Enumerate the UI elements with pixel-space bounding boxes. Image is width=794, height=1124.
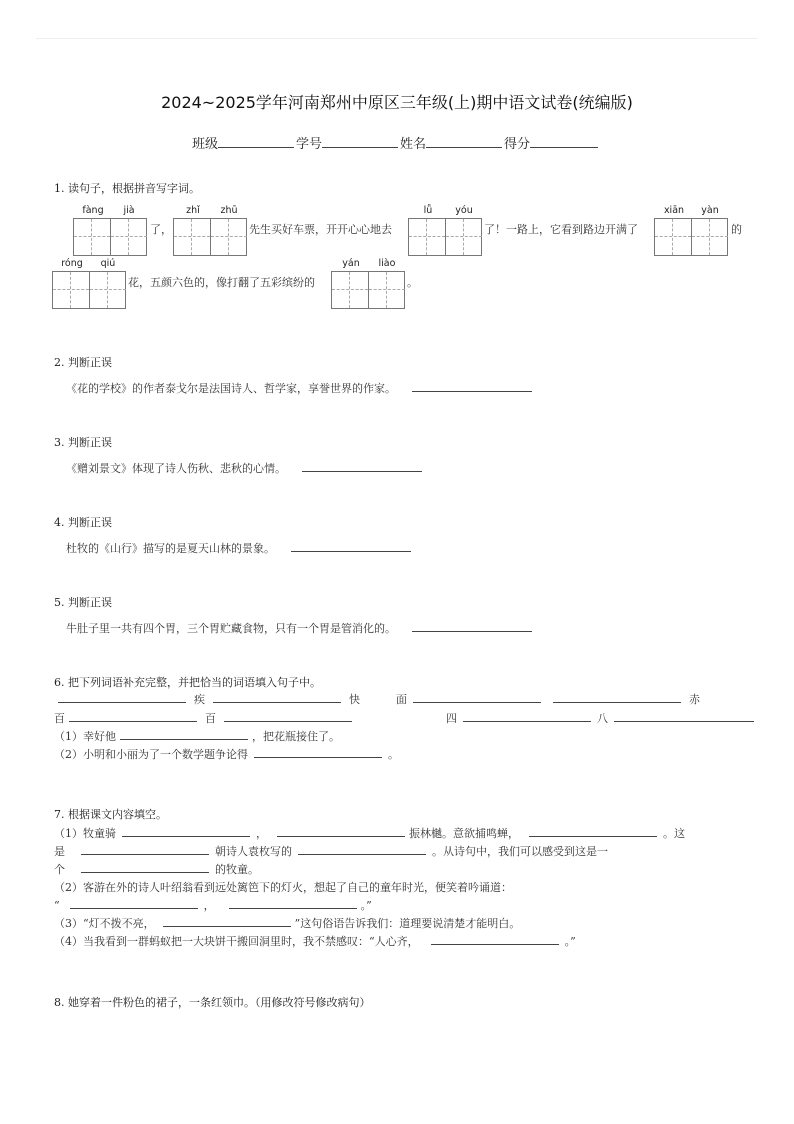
answer-blank[interactable] — [291, 540, 411, 552]
name-field[interactable] — [426, 134, 502, 148]
tianzi-grid-rongqiu[interactable] — [52, 271, 126, 309]
answer-blank[interactable] — [614, 710, 754, 722]
answer-blank[interactable] — [413, 691, 541, 703]
student-info-row — [192, 133, 600, 152]
q7-line-6: （3）“灯不拨不亮， ”这句俗语告诉我们：道理要说清楚才能明白。 — [54, 917, 521, 930]
answer-blank[interactable] — [298, 843, 426, 855]
word-blank-row-2: 百 百 — [54, 710, 352, 726]
q6-sentence-2: （2）小明和小丽为了一个数学题争论得 。 — [54, 748, 399, 761]
tianzi-grid-lvyou[interactable] — [408, 218, 482, 256]
q1-text: 了， — [150, 223, 172, 236]
q7-line-1: （1）牧童骑 ， 振林樾。意欲捕鸣蝉， 。这 — [54, 827, 685, 840]
pinyin: liào — [378, 258, 396, 269]
answer-blank[interactable] — [81, 843, 209, 855]
pinyin: zhǐ — [186, 205, 200, 216]
tianzi-grid-yanliao[interactable] — [331, 271, 405, 309]
pinyin: róng — [61, 258, 83, 269]
q1-text: 了！一路上，它看到路边开满了 — [484, 223, 638, 236]
answer-blank[interactable] — [163, 915, 291, 927]
answer-blank[interactable] — [120, 728, 248, 740]
q7-line-2: 是 朝诗人袁枚写的 。从诗句中，我们可以感受到这是一 — [54, 845, 608, 858]
answer-blank[interactable] — [463, 710, 591, 722]
answer-blank[interactable] — [122, 825, 250, 837]
score-label: 得分 — [504, 137, 531, 152]
score-field[interactable] — [530, 134, 598, 148]
tianzi-grid-xianyan[interactable] — [654, 218, 728, 256]
pinyin: zhū — [220, 205, 238, 216]
pinyin: yàn — [701, 205, 719, 216]
name-label: 姓名 — [400, 137, 427, 152]
question-1-heading: 1. 读句子，根据拼音写字词。 — [54, 182, 200, 195]
class-field[interactable] — [218, 134, 294, 148]
word-blank-row-1: 疾 快 — [58, 691, 368, 707]
q7-line-3: 个 的牧童。 — [54, 863, 259, 876]
pinyin: qiú — [100, 258, 116, 269]
pinyin: lǚ — [423, 205, 433, 216]
question-6-heading: 6. 把下列词语补充完整，并把恰当的词语填入句子中。 — [54, 676, 321, 689]
answer-blank[interactable] — [229, 897, 357, 909]
tianzi-grid-zhizhu[interactable] — [173, 218, 247, 256]
answer-blank[interactable] — [277, 825, 405, 837]
answer-blank[interactable] — [302, 460, 422, 472]
answer-blank[interactable] — [553, 691, 681, 703]
question-3-text: 《赠刘景文》体现了诗人伤秋、悲秋的心情。 — [66, 460, 422, 476]
answer-blank[interactable] — [412, 620, 532, 632]
answer-blank[interactable] — [412, 380, 532, 392]
number-field[interactable] — [322, 134, 398, 148]
question-2-heading: 2. 判断正误 — [54, 356, 112, 369]
pinyin: jià — [123, 205, 135, 216]
answer-blank[interactable] — [431, 933, 559, 945]
q6-sentence-1: （1）幸好他 ，把花瓶接住了。 — [54, 730, 340, 743]
q1-text: 。 — [407, 276, 418, 289]
top-divider — [36, 38, 758, 39]
q1-text: 花，五颜六色的，像打翻了五彩缤纷的 — [128, 276, 315, 289]
question-7-heading: 7. 根据课文内容填空。 — [54, 808, 167, 821]
class-label: 班级 — [192, 137, 219, 152]
answer-blank[interactable] — [81, 861, 209, 873]
q1-text: 的 — [731, 223, 742, 236]
q7-line-5: “ ， 。” — [54, 899, 372, 912]
tianzi-grid-fangjia[interactable] — [73, 218, 147, 256]
answer-blank[interactable] — [224, 710, 352, 722]
pinyin: yán — [342, 258, 360, 269]
question-4-text: 杜牧的《山行》描写的是夏天山林的景象。 — [66, 540, 411, 556]
q1-text: 先生买好车票，开开心心地去 — [249, 223, 392, 236]
pinyin: xiān — [663, 205, 685, 216]
answer-blank[interactable] — [58, 691, 186, 703]
answer-blank[interactable] — [69, 710, 197, 722]
question-2-text: 《花的学校》的作者泰戈尔是法国诗人、哲学家，享誉世界的作家。 — [66, 380, 532, 396]
pinyin: fàng — [82, 205, 104, 216]
page-title: 2024~2025学年河南郑州中原区三年级(上)期中语文试卷(统编版) — [161, 93, 633, 112]
pinyin: yóu — [455, 205, 473, 216]
question-5-text: 牛肚子里一共有四个胃，三个胃贮藏食物，只有一个胃是管消化的。 — [66, 620, 532, 636]
question-4-heading: 4. 判断正误 — [54, 516, 112, 529]
question-3-heading: 3. 判断正误 — [54, 436, 112, 449]
word-blank-row-2b: 四 八 — [446, 710, 754, 726]
answer-blank[interactable] — [254, 746, 382, 758]
number-label: 学号 — [296, 137, 323, 152]
question-5-heading: 5. 判断正误 — [54, 596, 112, 609]
answer-blank[interactable] — [213, 691, 341, 703]
q7-line-4: （2）客游在外的诗人叶绍翁看到远处篱笆下的灯火，想起了自己的童年时光，便笑着吟诵道： — [54, 881, 512, 894]
answer-blank[interactable] — [70, 897, 198, 909]
word-blank-row-1b: 面 赤 — [396, 693, 700, 706]
question-8-heading: 8. 她穿着一件粉色的裙子，一条红领巾。（用修改符号修改病句） — [54, 996, 371, 1009]
q7-line-7: （4）当我看到一群蚂蚁把一大块饼干搬回洞里时，我不禁感叹：“人心齐， 。” — [54, 935, 576, 948]
answer-blank[interactable] — [529, 825, 657, 837]
